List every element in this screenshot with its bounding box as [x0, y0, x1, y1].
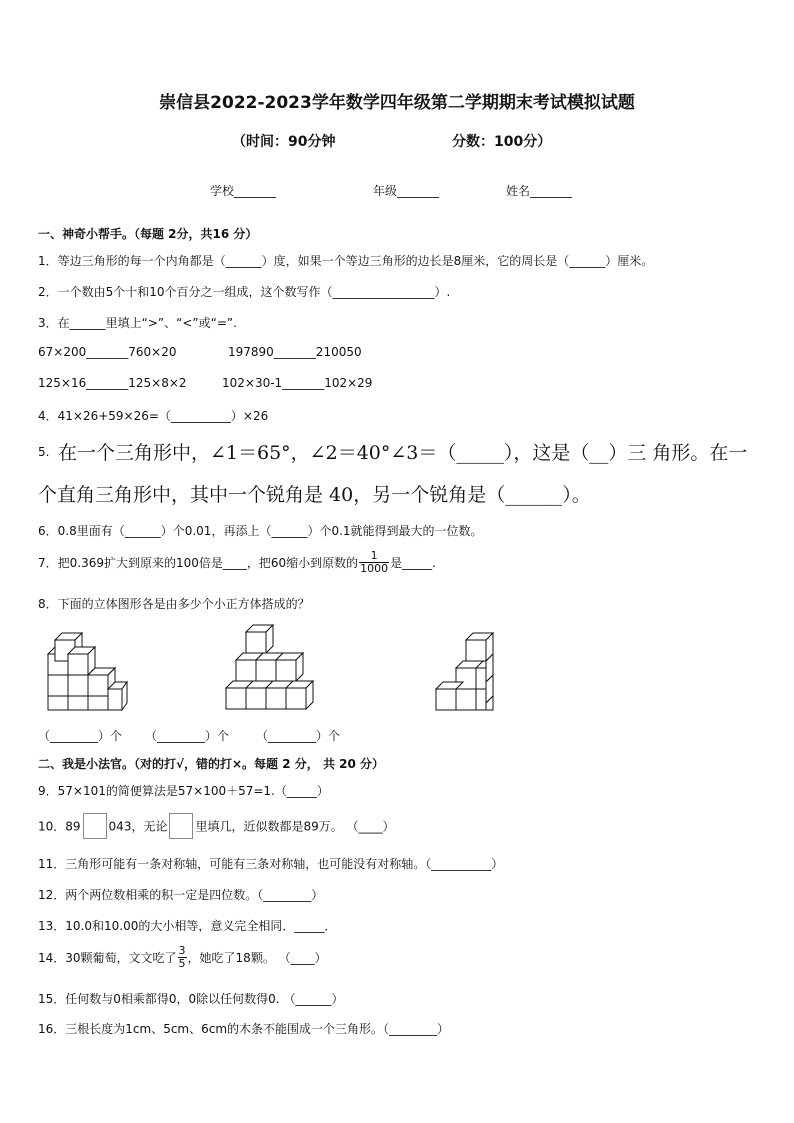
cube-face [476, 689, 486, 710]
question-5-number: 5. [38, 445, 50, 459]
fraction-denominator: 1000 [360, 562, 389, 575]
cube-face [88, 696, 108, 710]
section-1-heading: 一、神奇小帮手。（每题 2分，共16 分） [38, 227, 258, 241]
question-14-text-b: ，她吃了18颗。 （____） [187, 951, 327, 965]
question-8-answer-2: （________）个 [145, 729, 230, 743]
fraction-denominator: 5 [178, 957, 186, 970]
question-11: 11．三角形可能有一条对称轴，可能有三条对称轴，也可能没有对称轴。（__________） [38, 857, 504, 871]
question-13: 13．10.0和10.00的大小相等，意义完全相同．_____． [38, 919, 337, 933]
section-2-heading: 二、我是小法官。（对的打√，错的打×。每题 2 分， 共 20 分） [38, 757, 384, 771]
question-2: 2．一个数由5个十和10个百分之一组成，这个数写作（_________________）. [38, 285, 451, 299]
cube-figure-1 [38, 628, 130, 714]
cube-face [68, 675, 88, 696]
question-12: 12．两个两位数相乘的积一定是四位数。（________） [38, 888, 324, 902]
cube [286, 681, 313, 709]
question-7-fraction [359, 550, 389, 575]
question-14-text-a: 14．30颗葡萄，文文吃了 [38, 951, 177, 965]
question-10-text-b: 043，无论 [108, 819, 168, 834]
fraction-numerator: 3 [178, 944, 186, 957]
question-7-text-a: 7．把0.369扩大到原来的100倍是____，把60缩小到原数的 [38, 556, 359, 570]
question-7 [38, 550, 436, 575]
fraction-numerator: 1 [359, 550, 389, 563]
question-10-text-a: 10．89 [38, 819, 81, 834]
question-8-answer-3: （________）个 [256, 729, 341, 743]
question-14 [38, 945, 327, 970]
cube-face [476, 668, 486, 689]
cube-face [48, 696, 68, 710]
question-9: 9．57×101的简便算法是57×100＋57=1.（_____） [38, 784, 329, 798]
question-6: 6．0.8里面有（______）个0.01，再添上（______）个0.1就能得到最大的一位数。 [38, 524, 483, 538]
cube-figure-3 [430, 628, 506, 714]
question-3-item-c: 125×16_______125×8×2 [38, 376, 187, 390]
cube-face [48, 675, 68, 696]
name-field: 姓名_______ [506, 184, 573, 198]
cube [108, 682, 127, 710]
question-15: 15．任何数与0相乘都得0，0除以任何数得0. （______） [38, 992, 344, 1006]
exam-time: （时间：90分钟 [232, 134, 336, 150]
question-16: 16．三根长度为1cm、5cm、6cm的木条不能围成一个三角形。（________） [38, 1022, 450, 1036]
question-10 [38, 813, 395, 839]
question-1: 1．等边三角形的每一个内角都是（______）度，如果一个等边三角形的边长是8厘米，它的周长是（______）厘米。 [38, 254, 654, 268]
question-3: 3．在______里填上“>”、“<”或“=”. [38, 316, 237, 330]
question-3-item-d: 102×30-1_______102×29 [222, 376, 373, 390]
grade-field: 年级_______ [373, 184, 440, 198]
question-14-fraction [178, 945, 187, 970]
school-field: 学校_______ [210, 184, 277, 198]
question-5-line-1: 在一个三角形中，∠1＝65°，∠2＝40°∠3＝（_____），这是（__）三 角形。在一 [58, 442, 748, 464]
blank-box [83, 813, 107, 839]
cube-figure-2 [222, 620, 326, 712]
cube-face [68, 696, 88, 710]
question-7-text-b: 是_____. [390, 556, 436, 570]
question-8: 8．下面的立体图形各是由多少个小正方体搭成的？ [38, 597, 310, 611]
question-10-text-c: 里填几，近似数都是89万。 （____） [195, 819, 395, 834]
cube [68, 647, 95, 675]
question-8-answer-1: （________）个 [38, 729, 123, 743]
question-3-item-b: 197890_______210050 [228, 345, 362, 359]
cube-face [456, 689, 476, 710]
question-5-line-2: 个直角三角形中，其中一个锐角是 40，另一个锐角是（______）。 [38, 484, 591, 506]
question-3-item-a: 67×200_______760×20 [38, 345, 177, 359]
question-4: 4．41×26+59×26=（__________）×26 [38, 409, 269, 423]
page-title: 崇信县2022-2023学年数学四年级第二学期期末考试模拟试题 [159, 93, 635, 113]
exam-score: 分数：100分） [452, 134, 552, 150]
cube [466, 633, 493, 661]
cube [246, 625, 273, 653]
blank-box [169, 813, 193, 839]
cube [276, 653, 303, 681]
